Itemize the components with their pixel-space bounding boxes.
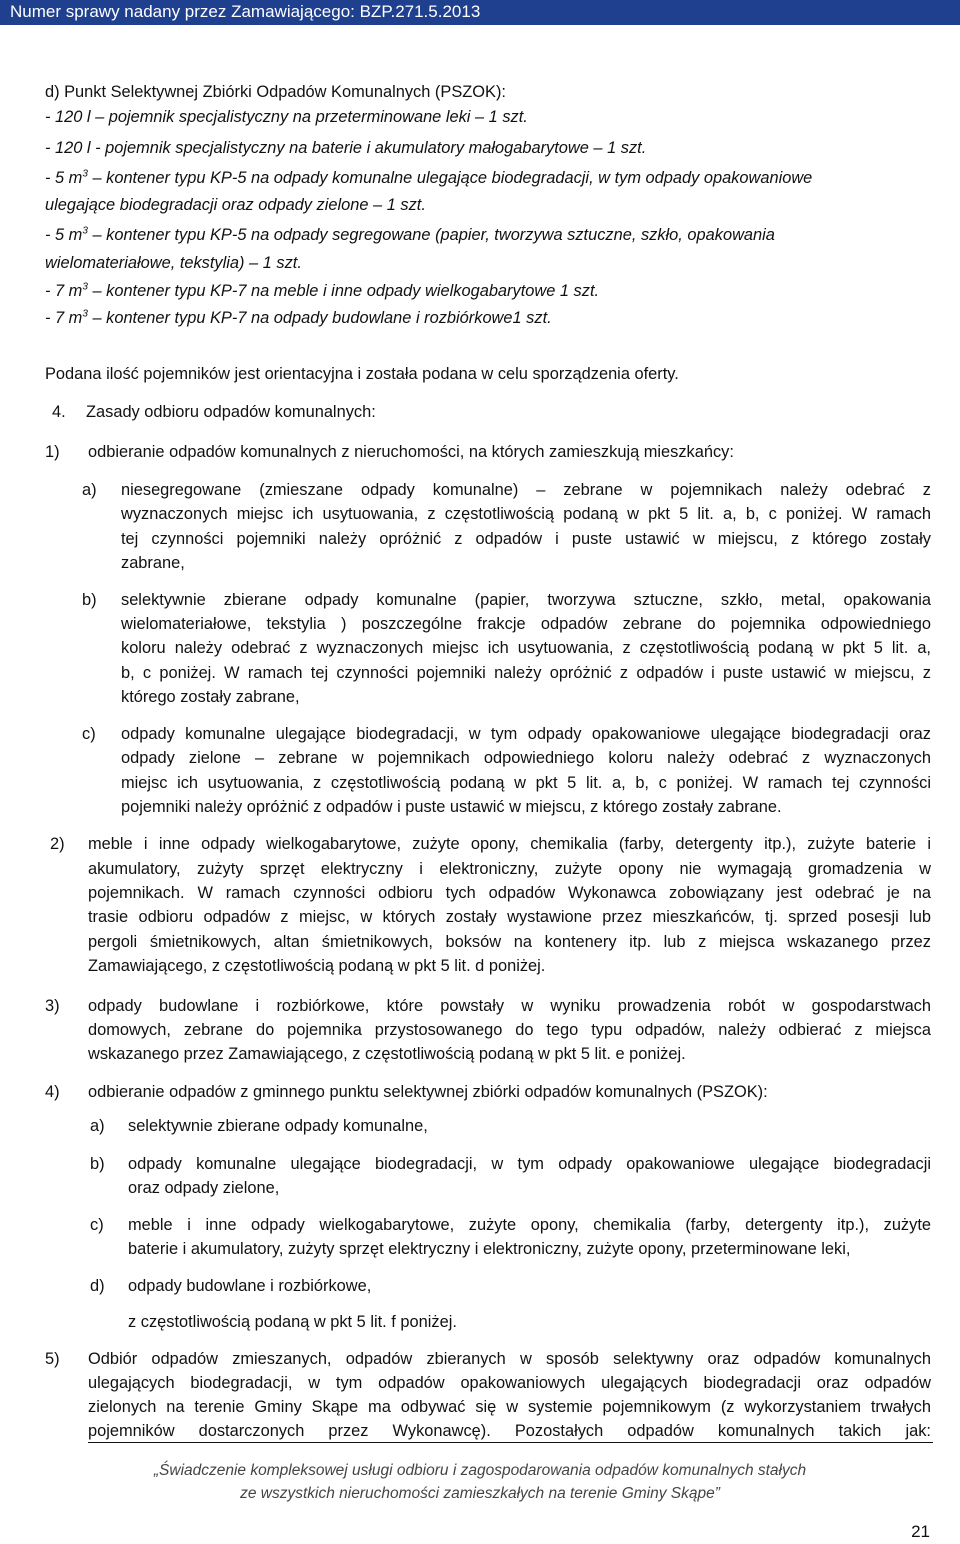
subitem-label: c) [82, 725, 96, 743]
footer-rule [88, 1442, 933, 1443]
note: Podana ilość pojemników jest orientacyjna i została podana w celu sporządzenia oferty. [45, 365, 679, 383]
page-number: 21 [911, 1522, 930, 1541]
subitem-label: a) [82, 481, 97, 499]
subitem-line: meble i inne odpady wielkogabarytowe, zużyte opony, chemikalia (farby, detergenty itp.), zużyte [128, 1216, 931, 1234]
item-line: Odbiór odpadów zmieszanych, odpadów zbieranych w sposób selektywny oraz odpadów komunalnych [88, 1350, 931, 1368]
item-line: trasie odbioru odpadów z miejsc, w których zostały wystawione przez mieszkańców, tj. sprzed posesji lub [88, 908, 931, 926]
subitem-line: wyznaczonych miejsc ich usytuowania, z częstotliwością podaną w pkt 5 lit. a, b, c poniżej. W ramach [121, 505, 931, 523]
subitem-line: koloru należy odebrać z wyznaczonych miejsc ich usytuowania, z częstotliwością podaną w pkt 5 lit. a, [121, 639, 931, 657]
footer-line: „Świadczenie kompleksowej usługi odbioru i zagospodarowania odpadów komunalnych stałych [153, 1462, 807, 1479]
subitem-line: miejsc ich usytuowania, z częstotliwością podaną w pkt 5 lit. a, b, c poniżej. W ramach tej czynności [121, 774, 931, 792]
footer-line: ze wszystkich nieruchomości zamieszkałych na terenie Gminy Skąpe” [240, 1485, 720, 1502]
item-line: odpady budowlane i rozbiórkowe, które powstały w wyniku prowadzenia robót w gospodarstwach [88, 997, 931, 1015]
subitem-line: z częstotliwością podaną w pkt 5 lit. f poniżej. [128, 1313, 457, 1331]
item-line: zielonych na terenie Gminy Skąpe ma odbywać się w systemie pojemnikowym (z wykorzystaniem trwałych [88, 1398, 931, 1416]
item-number: 2) [50, 835, 65, 853]
subitem-line: oraz odpady zielone, [128, 1179, 280, 1197]
pszok-title: d) Punkt Selektywnej Zbiórki Odpadów Komunalnych (PSZOK): [45, 83, 506, 101]
section-title: Zasady odbioru odpadów komunalnych: [86, 403, 376, 421]
subitem-line: niesegregowane (zmieszane odpady komunalne) – zebrane w pojemnikach należy odebrać z [121, 481, 931, 499]
item-text: odbieranie odpadów z gminnego punktu selektywnej zbiórki odpadów komunalnych (PSZOK): [88, 1083, 768, 1101]
item-number: 3) [45, 997, 60, 1015]
item-line: pergoli śmietnikowych, altan śmietnikowych, boksów na kontenery itp. lub z miejsca wskazanego przez [88, 933, 931, 951]
item-line: pojemników dostarczonych przez Wykonawcę). Pozostałych odpadów komunalnych takich jak: [88, 1422, 931, 1440]
item-line: meble i inne odpady wielkogabarytowe, zużyte opony, chemikalia (farby, detergenty itp.), zużyte baterie i [88, 835, 931, 853]
item-text: odbieranie odpadów komunalnych z nieruchomości, na których zamieszkują mieszkańcy: [88, 443, 734, 461]
subitem-line: zabrane, [121, 554, 185, 572]
section-number: 4. [52, 403, 66, 421]
subitem-line: tej czynności pojemniki należy opróżnić z odpadów i puste ustawić w miejscu, z którego zostały [121, 530, 931, 548]
pszok-line: - 5 $m^3$ – kontener typu KP-5 na odpady komunalne ulegające biodegradacji, w tym odpady opakowaniowe [45, 168, 813, 187]
pszok-line: wielomateriałowe, tekstylia) – 1 szt. [45, 254, 302, 272]
subitem-line: baterie i akumulatory, zużyty sprzęt elektryczny i elektroniczny, zużyte opony, przeterminowane leki, [128, 1240, 851, 1258]
pszok-line: - 5 $m^3$ – kontener typu KP-5 na odpady segregowane (papier, tworzywa sztuczne, szkło, opakowania [45, 225, 775, 244]
subitem-line: odpady zielone – zebrane w pojemnikach odpowiedniego koloru należy odebrać z wyznaczonych [121, 749, 931, 767]
subitem-label: b) [90, 1155, 105, 1173]
subitem-label: a) [90, 1117, 105, 1135]
pszok-line: - 120 l - pojemnik specjalistyczny na baterie i akumulatory małogabarytowe – 1 szt. [45, 139, 647, 157]
subitem-line: selektywnie zbierane odpady komunalne, [128, 1117, 428, 1135]
item-line: ulegających biodegradacji, w tym odpadów opakowaniowych ulegających biodegradacji oraz odpadów [88, 1374, 931, 1392]
subitem-line: odpady komunalne ulegające biodegradacji, w tym odpady opakowaniowe ulegające biodegradacji [128, 1155, 931, 1173]
subitem-label: b) [82, 591, 97, 609]
subitem-line: odpady komunalne ulegające biodegradacji, w tym odpady opakowaniowe ulegające biodegradacji oraz [121, 725, 931, 743]
pszok-line: - 120 l – pojemnik specjalistyczny na przeterminowane leki – 1 szt. [45, 108, 528, 126]
subitem-line: selektywnie zbierane odpady komunalne (papier, tworzywa sztuczne, szkło, metal, opakowania [121, 591, 931, 609]
subitem-line: wielomateriałowe, tekstylia ) poszczególne frakcje odpadów zebrane do pojemnika odpowiedniego [121, 615, 931, 633]
case-number: Numer sprawy nadany przez Zamawiającego: BZP.271.5.2013 [10, 2, 481, 21]
item-number: 5) [45, 1350, 60, 1368]
item-line: Zamawiającego, z częstotliwością podaną w pkt 5 lit. d poniżej. [88, 957, 546, 975]
item-line: wskazanego przez Zamawiającego, z częstotliwością podaną w pkt 5 lit. e poniżej. [88, 1045, 686, 1063]
item-line: domowych, zebrane do pojemnika przystosowanego do tego typu odpadów, należy odbierać z miejsca [88, 1021, 931, 1039]
subitem-label: c) [90, 1216, 104, 1234]
item-number: 1) [45, 443, 60, 461]
item-number: 4) [45, 1083, 60, 1101]
item-line: akumulatory, zużyty sprzęt elektryczny i elektroniczny, zużyte opony nie wymagają gromadzenia w [88, 860, 931, 878]
subitem-label: d) [90, 1277, 105, 1295]
subitem-line: którego zostały zabrane, [121, 688, 300, 706]
pszok-line: - 7 $m^3$ – kontener typu KP-7 na meble i inne odpady wielkogabarytowe 1 szt. [45, 281, 600, 300]
subitem-line: b, c poniżej. W ramach tej czynności pojemniki należy opróżnić z odpadów i puste ustawić w miejscu, z [121, 664, 931, 682]
subitem-line: odpady budowlane i rozbiórkowe, [128, 1277, 372, 1295]
pszok-line: - 7 $m^3$ – kontener typu KP-7 na odpady budowlane i rozbiórkowe1 szt. [45, 308, 552, 327]
pszok-line: ulegające biodegradacji oraz odpady zielone – 1 szt. [45, 196, 426, 214]
subitem-line: pojemniki należy opróżnić z odpadów i puste ustawić w miejscu, z którego zostały zabrane. [121, 798, 782, 816]
item-line: pojemnikach. W ramach czynności odbioru tych odpadów Wykonawca zobowiązany jest odebrać je na [88, 884, 931, 902]
page-header [0, 0, 960, 25]
